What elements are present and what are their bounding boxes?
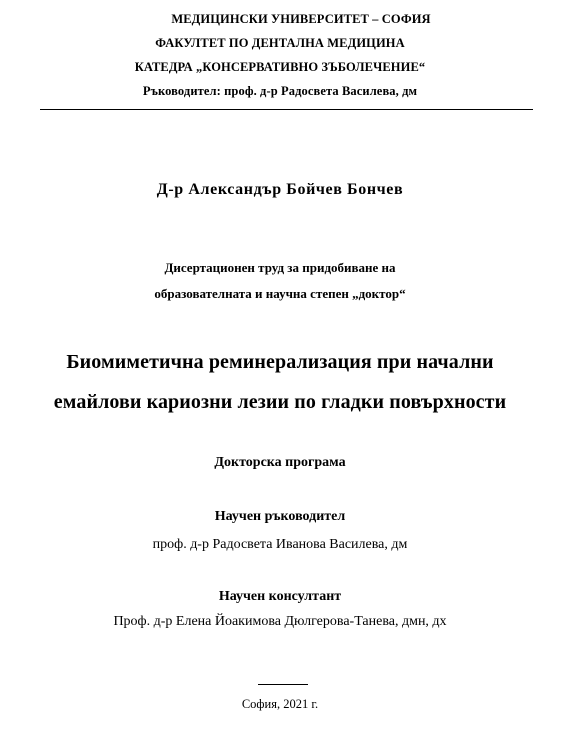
faculty-name: ФАКУЛТЕТ ПО ДЕНТАЛНА МЕДИЦИНА — [155, 36, 405, 50]
supervisor-name: проф. д-р Радосвета Иванова Василева, дм — [152, 537, 408, 552]
university-name: МЕДИЦИНСКИ УНИВЕРСИТЕТ – СОФИЯ — [171, 12, 431, 26]
header-divider — [40, 109, 533, 110]
department-head: Ръководител: проф. д-р Радосвета Василева, дм — [142, 84, 418, 98]
place-and-year: София, 2021 г. — [241, 697, 319, 711]
dissertation-line-1: Дисертационен труд за придобиване на — [164, 260, 396, 275]
department-name: КАТЕДРА „КОНСЕРВАТИВНО ЗЪБОЛЕЧЕНИЕ“ — [134, 60, 426, 74]
consultant-label: Научен консултант — [218, 589, 342, 604]
footer-divider — [258, 684, 308, 685]
thesis-title-line-1: Биомиметична реминерализация при начални — [66, 351, 494, 373]
thesis-title-line-2: емайлови кариозни лезии по гладки повърхности — [53, 391, 507, 413]
author-name: Д-р Александър Бойчев Бончев — [156, 181, 404, 198]
supervisor-label: Научен ръководител — [214, 509, 346, 524]
consultant-name: Проф. д-р Елена Йоакимова Дюлгерова-Танева, дмн, дх — [113, 614, 447, 629]
program-label: Докторска програма — [214, 455, 346, 470]
dissertation-line-2: образователната и научна степен „доктор“ — [154, 286, 406, 301]
